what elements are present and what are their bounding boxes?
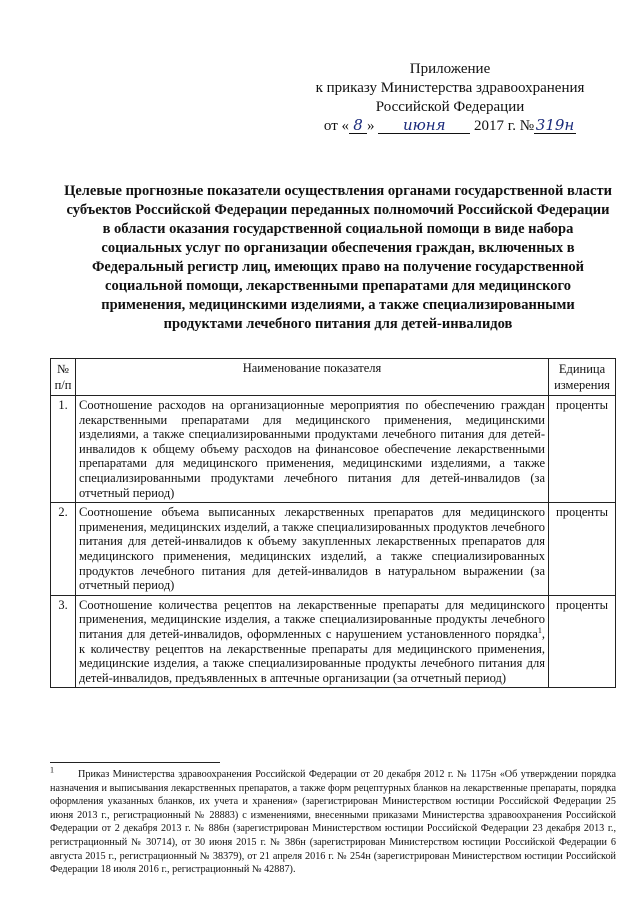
row-unit: проценты [549,595,616,688]
handwritten-order-number: 319н [535,116,575,134]
appendix-date-line [300,117,600,136]
header-num: № п/п [51,359,76,396]
row-num: 3. [51,595,76,688]
footnote-reference: 1 [537,625,542,635]
appendix-federation-line: Российской Федерации [375,99,525,115]
table-header-row [51,359,616,396]
row-unit: проценты [549,503,616,596]
document-title: Целевые прогнозные показатели осуществления органами государственной власти субъектов Российской Федерации переданных полномочий Российской Федерации в области оказания государственной социальной помощи в виде набора социальных услуг по организации обеспечения граждан, включенных в Федеральный регистр лиц, имеющих право на получение государственной социальной помощи, лекарственными препаратами для медицинского применения, медицинскими изделиями, а также специализированными продуктами лечебного питания для детей-инвалидов [64,183,612,332]
table-row [51,503,616,596]
indicators-table [50,358,616,688]
footnote-separator [50,762,220,763]
row-indicator-text-start: Соотношение количества рецептов на лекарственные препараты для медицинского применения, медицинские изделия, а также специализированные продукты лечебного питания для детей-инвалидов, оформленных с нарушением установленного порядка [79,597,545,641]
appendix-order-line: к приказу Министерства здравоохранения [315,80,585,96]
row-indicator: Соотношение объема выписанных лекарственных препаратов для медицинского применения, медицинских изделий, а также специализированных продуктов лечебного питания для детей-инвалидов к объему закупленных лекарственных препаратов для медицинского применения, медицинских изделий, а также специализированных продуктов лечебного питания для детей-инвалидов в натуральном выражении (за отчетный период) [76,503,549,596]
row-indicator: Соотношение расходов на организационные мероприятия по обеспечению граждан лекарственными препаратами для медицинского применения, медицинскими изделиями, а также специализированными продуктами лечебного питания для детей-инвалидов к общему объему расходов на финансовое обеспечение лекарственными препаратами для медицинского применения, медицинскими изделиями, а также специализированными продуктами лечебного питания для детей-инвалидов (за отчетный период) [76,396,549,503]
row-indicator [76,595,549,688]
header-name: Наименование показателя [76,359,549,396]
handwritten-month: июня [378,117,470,134]
appendix-header [300,60,600,136]
footnote-mark: 1 [50,765,54,775]
appendix-label: Приложение [409,61,491,77]
row-num: 1. [51,396,76,503]
row-indicator-text-end: , к количеству рецептов на лекарственные препараты для медицинского применения, медицинские изделия, а также специализированные продукты лечебного питания для детей-инвалидов, предъявленных в аптечные организации (за отчетный период) [79,626,545,685]
footnote [50,765,616,877]
table-row [51,595,616,688]
date-prefix: от « [323,118,350,134]
table-row [51,396,616,503]
row-unit: проценты [549,396,616,503]
footnote-text: Приказ Министерства здравоохранения Российской Федерации от 20 декабря 2012 г. № 1175н «Об утверждении порядка назначения и выписывания лекарственных препаратов, а также форм рецептурных бланков на лекарственные препараты, порядка оформления указанных бланков, их учета и хранения» (зарегистрирован Министерством юстиции Российской Федерации 25 июня 2013 г., регистрационный № 28883) с изменениями, внесенными приказами Министерства здравоохранения Российской Федерации от 2 декабря 2013 г. № 886н (зарегистрирован Министерством юстиции Российской Федерации 23 декабря 2013 г., регистрационный № 30714), от 30 июня 2015 г. № 386н (зарегистрирован Министерством юстиции Российской Федерации 6 августа 2015 г., регистрационный № 38379), от 21 апреля 2016 г. № 254н (зарегистрирован Министерством юстиции Российской Федерации 18 июля 2016 г., регистрационный № 42887). [50,769,616,876]
date-year: 2017 г. № [474,118,535,134]
handwritten-day: 8 [349,117,367,134]
row-num: 2. [51,503,76,596]
header-unit: Единица измерения [549,359,616,396]
date-mid: » [367,118,375,134]
